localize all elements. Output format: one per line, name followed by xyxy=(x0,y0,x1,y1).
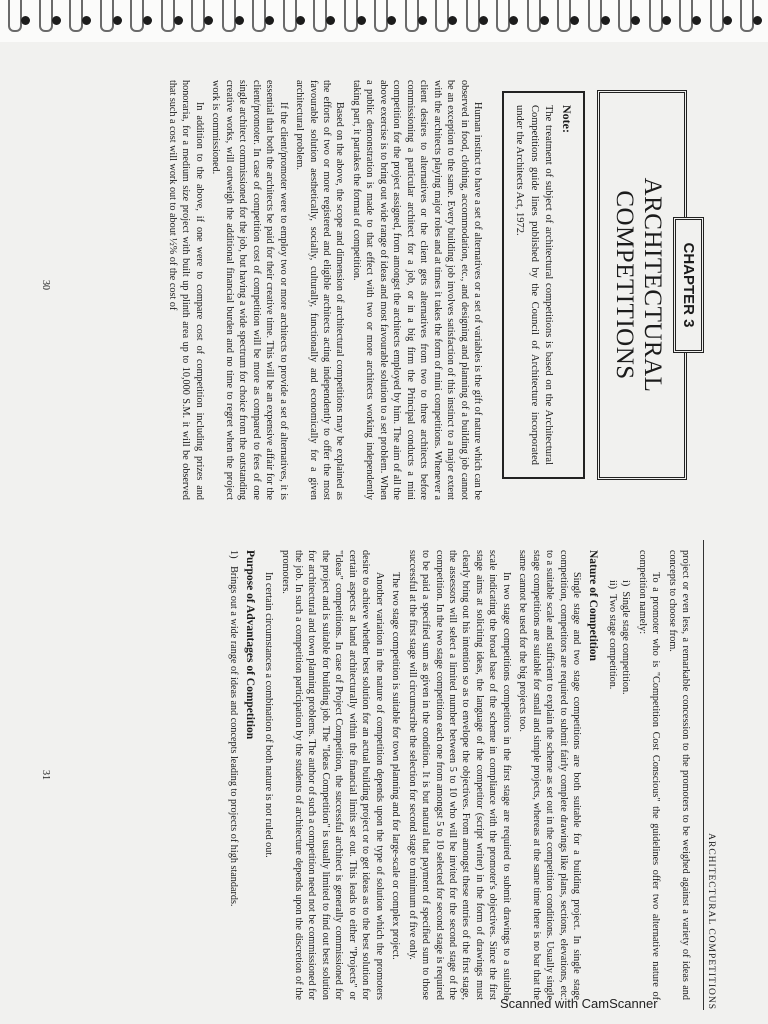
binding-hole xyxy=(326,16,335,25)
binding-hole xyxy=(509,16,518,25)
page-number: 31 xyxy=(40,770,51,780)
paragraph: If the client/promoter were to employ two or more architects to provide a set of alternatives, it is essential that both the architects be paid for their creative time. This will be an expensive affair for the client/promoter. In case of competition cost of competition will be more as compared to fees of one single architect commissioned for the job, but having a wide spectrum for choice from the outstanding creative works, will outweigh the additional financial burden and no time to regret when the project work is commissioned. xyxy=(210,80,289,500)
binding-ring xyxy=(435,0,449,32)
binding-hole xyxy=(113,16,122,25)
binding-ring xyxy=(191,0,205,32)
binding-hole xyxy=(601,16,610,25)
paragraph: In two stage competitions competitors in the first stage are required to submit drawings to a suitable scale indicating the broad base of the scheme in compliance with the promoter's objectives. Since the first stage aims at soliciting ideas, the language of the competitor (script writer) in the form of drawings must clearly bring out his intention so as to envelope the objectives. From amongst these entries of the first stage, the assessors will select a limited number between 5 to 10 who will be invited for the second stage of the competition. In the two stage competition each one from amongst 5 to 10 selected for second stage is required to be paid a specified sum as given in the condition. It is but natural that payment of specified sum to those successful at the first stage will circumscribe the selection for second stage to minimum of five only. xyxy=(406,550,512,1000)
binding-hole xyxy=(631,16,640,25)
list-label: Two stage competition. xyxy=(606,594,618,690)
binding-ring xyxy=(313,0,327,32)
binding-ring xyxy=(618,0,632,32)
binding-hole xyxy=(21,16,30,25)
paragraph: Human instinct to have a set of alternatives or a set of variables is the gift of nature which can be observed in food, clothing, accommodation, etc., and designing and planning of a building job cannot be an exception to the same. Every building job involves satisfaction of this instinct to a major extent with the architects playing major roles and at times it takes the form of mini competitions. Whenever a client desires to alternatives or the client gets alternatives from two to three architects before commissioning a particular architect for a job, or in a big firm the Principal conducts a mini competition for the project assigned, from amongst the architects employed by him. The aim of all the above exercise is to bring out wide range of ideas and most favourable solution to a set problem. When a public demonstration is made to that effect with two or more architects working independently taking part, it partakes the format of competition. xyxy=(350,80,483,500)
chapter-label: CHAPTER 3 xyxy=(673,217,704,353)
list-marker: ii) xyxy=(606,580,618,590)
binding-hole xyxy=(265,16,274,25)
paragraph: Based on the above, the scope and dimension of architectural competitions may be explained as the efforts of two or more registered and eligible architects acting independently to offer the most favourable solution aesthetically, socially, culturally, functionally and economically for a given architectural problem. xyxy=(294,80,346,500)
page-number: 30 xyxy=(40,280,51,290)
list-item xyxy=(619,580,632,1000)
binding-hole xyxy=(143,16,152,25)
book-spread xyxy=(34,50,734,1010)
section-heading: Nature of Competition xyxy=(587,550,600,661)
binding-ring xyxy=(496,0,510,32)
binding-hole xyxy=(235,16,244,25)
binding-hole xyxy=(570,16,579,25)
binding-hole xyxy=(296,16,305,25)
binding-ring xyxy=(557,0,571,32)
binding-hole xyxy=(357,16,366,25)
scanner-watermark: Scanned with CamScanner xyxy=(500,996,658,1011)
list-label: Single stage competition. xyxy=(620,591,632,695)
binding-ring xyxy=(679,0,693,32)
paragraph: In certain circumstances a combination of both nature is not ruled out. xyxy=(263,572,275,858)
binding-hole xyxy=(387,16,396,25)
binding-ring xyxy=(527,0,541,32)
binding-hole xyxy=(540,16,549,25)
paragraph: The two stage competition is suitable for town planning and for large-scale or complex project. xyxy=(390,572,402,960)
spiral-binding xyxy=(0,0,768,42)
binding-ring xyxy=(374,0,388,32)
binding-ring xyxy=(710,0,724,32)
binding-ring xyxy=(222,0,236,32)
binding-ring xyxy=(344,0,358,32)
list-label: Brings out a wide range of ideas and concepts leading to projects of high standards. xyxy=(227,566,239,907)
running-head: ARCHITECTURAL COMPETITIONS xyxy=(703,540,716,1010)
binding-ring xyxy=(588,0,602,32)
chapter-header xyxy=(502,90,704,480)
note-text: The treatment of subject of architectural competitions is based on the Architectural Competitions guide lines published by the Council of Architecture incorporated under the Architects Act, 1972. xyxy=(514,105,554,465)
binding-hole xyxy=(448,16,457,25)
list-item xyxy=(605,580,618,1000)
purpose-list xyxy=(226,550,239,1000)
paragraph: project or even less, a remarkable concession to the promoters to be weighed against a variety of ideas and concepts to choose from. xyxy=(666,550,691,1000)
right-page xyxy=(34,540,734,1010)
section-heading: Purpose of Advantages of Competition xyxy=(243,550,256,740)
right-body-text xyxy=(223,550,692,1000)
note-box xyxy=(502,91,585,479)
binding-ring xyxy=(100,0,114,32)
binding-ring xyxy=(8,0,22,32)
binding-ring xyxy=(466,0,480,32)
paragraph: Single stage and two stage competitions are both suitable for a building project. In single stage competition, competitors are required to submit fairly complete drawings like plans, sections, elevations, etc. to a suitable scale and sufficient to explain the scheme as set out in the competition conditions. Usually single stage competitions are suitable for small and simple projects, whereas at the same time there is no bar that the same cannot be used for the big projects too. xyxy=(517,550,583,1000)
paragraph: To a promoter who is "Competition Cost Conscious" the guidelines offer two alternative nature of competition namely: xyxy=(636,550,662,1000)
left-page xyxy=(34,50,734,520)
binding-hole xyxy=(753,16,762,25)
list-marker: i) xyxy=(620,580,632,587)
note-title: Note: xyxy=(560,105,574,133)
binding-hole xyxy=(174,16,183,25)
binding-hole xyxy=(82,16,91,25)
paragraph: Another variation in the nature of competition depends upon the type of solution which the promoters desire to achieve whether best solution for an actual building project or to get ideas as to the best solution for certain aspects at hand architecturally within the financial limits set out. This leads to either "Projects" or "Ideas" competitions. In case of Project Competition, the successful architect is generally commissioned for the project and is suitable for building job. The "Ideas Competition" is usually limited to find out best solution for architectural and town planning problems. The author of such a competition need not be commissioned for the job. In such a competition participation by the students of architecture depends upon the discretion of the promoters. xyxy=(279,550,385,1000)
binding-ring xyxy=(740,0,754,32)
left-body-text xyxy=(163,80,484,500)
binding-hole xyxy=(723,16,732,25)
list-marker: 1) xyxy=(227,550,239,559)
chapter-title: ARCHITECTURAL COMPETITIONS xyxy=(611,177,666,393)
binding-ring xyxy=(69,0,83,32)
list-item xyxy=(226,550,239,1000)
binding-hole xyxy=(692,16,701,25)
binding-ring xyxy=(130,0,144,32)
binding-ring xyxy=(161,0,175,32)
binding-hole xyxy=(52,16,61,25)
binding-ring xyxy=(405,0,419,32)
binding-ring xyxy=(649,0,663,32)
binding-ring xyxy=(39,0,53,32)
binding-hole xyxy=(418,16,427,25)
paragraph: In addition to the above, if one were to compare cost of competition including prizes and honoraria, for a medium size project with built up plinth area up to 10,000 S.M. it will be observed that such a cost will work out to about ½% of the cost of xyxy=(167,80,205,500)
binding-ring xyxy=(252,0,266,32)
binding-hole xyxy=(204,16,213,25)
binding-hole xyxy=(479,16,488,25)
competition-types-list xyxy=(605,580,632,1000)
binding-ring xyxy=(283,0,297,32)
binding-hole xyxy=(662,16,671,25)
